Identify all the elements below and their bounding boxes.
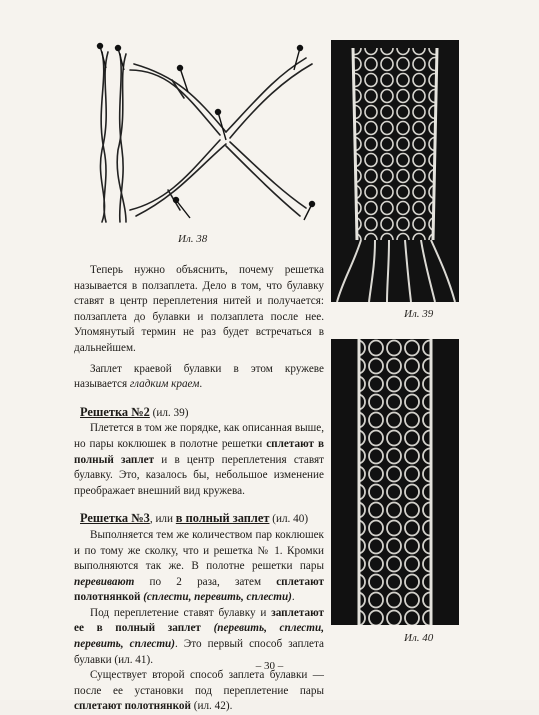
term-cloth-stitch-2: сплетают полотнянкой	[74, 700, 191, 713]
figure-39-caption: Ил. 39	[404, 308, 434, 320]
heading-mesh-3-subtitle: в полный заплет	[175, 511, 270, 526]
text-span: по 2 раза, затем	[134, 575, 277, 588]
heading-mesh-2	[74, 405, 324, 422]
paragraph-intro: Теперь нужно объяснить, почему решетка называется в ползаплета. Дело в том, что булавку ставят в центр переплетения нитей и получается: ползаплета до булавки и ползаплета после нее. Упомянутый термин не раз будет встречаться в дальнейшем.	[74, 264, 324, 354]
term-twist: перевивают	[74, 575, 135, 588]
figure-ref: (ил. 40)	[269, 513, 309, 526]
page-number: – 30 –	[255, 660, 284, 672]
body-text	[74, 263, 324, 715]
lace-twist-drawing	[80, 40, 330, 230]
figure-38-illustration	[80, 40, 330, 230]
text-span: и в центр переплетения ставят булавку. Это, казалось бы, небольшое изменение преображает внешний вид кружева.	[74, 453, 324, 497]
term-full-stitch-pin: заплетают ее в полный заплет	[74, 606, 324, 635]
heading-mesh-3	[74, 511, 324, 528]
text-span: . Это первый способ заплета булавки (ил. 41).	[74, 638, 324, 666]
paragraph-mesh-3	[74, 528, 324, 606]
heading-mesh-2-title: Решетка №2	[80, 404, 150, 419]
lace-mesh-oval-image	[331, 339, 459, 625]
figure-38-caption: Ил. 38	[178, 233, 208, 245]
figure-ref: (ил. 39)	[149, 406, 189, 419]
text-span: (ил. 42).	[190, 700, 233, 713]
term-sequence-2: (перевить, сплести, перевить, сплести)	[74, 622, 324, 651]
paragraph-pin	[74, 606, 324, 668]
text-span	[201, 622, 214, 634]
text-span: Выполняется тем же количеством пар коклюшек и по тому же сколку, что и решетка № 1. Кромки выполняются так же. В полотне решетки пары	[74, 528, 324, 573]
text-span: Заплет краевой булавки в этом кружеве называется	[74, 362, 324, 391]
figure-40-photo	[331, 339, 459, 625]
term-full-stitch: сплетают в полный заплет	[74, 437, 324, 466]
term-smooth-edge: гладким краем	[129, 378, 200, 391]
term-cloth-stitch: сплетают полотнянкой	[74, 575, 324, 604]
paragraph-mesh-2	[74, 421, 324, 499]
heading-mesh-3-title: Решетка №3	[80, 511, 150, 526]
text-span: Под переплетение ставят булавку и	[90, 606, 272, 619]
paragraph-edge	[74, 362, 324, 393]
figure-39-photo	[331, 40, 459, 302]
paragraph-second-method	[74, 668, 324, 715]
figure-40-caption: Ил. 40	[404, 632, 434, 644]
text-span: Существует второй способ заплета булавки — после ее установки под переплетение пары	[74, 669, 324, 697]
text-span: .	[291, 591, 295, 604]
text-span: , или	[149, 513, 176, 526]
lace-mesh-narrowing-image	[331, 40, 459, 302]
text-span: .	[199, 378, 203, 391]
term-sequence: (сплести, перевить, сплести)	[143, 591, 292, 604]
text-span: Плетется в том же порядке, как описанная выше, но пары коклюшек в полотне решетки	[74, 422, 324, 450]
